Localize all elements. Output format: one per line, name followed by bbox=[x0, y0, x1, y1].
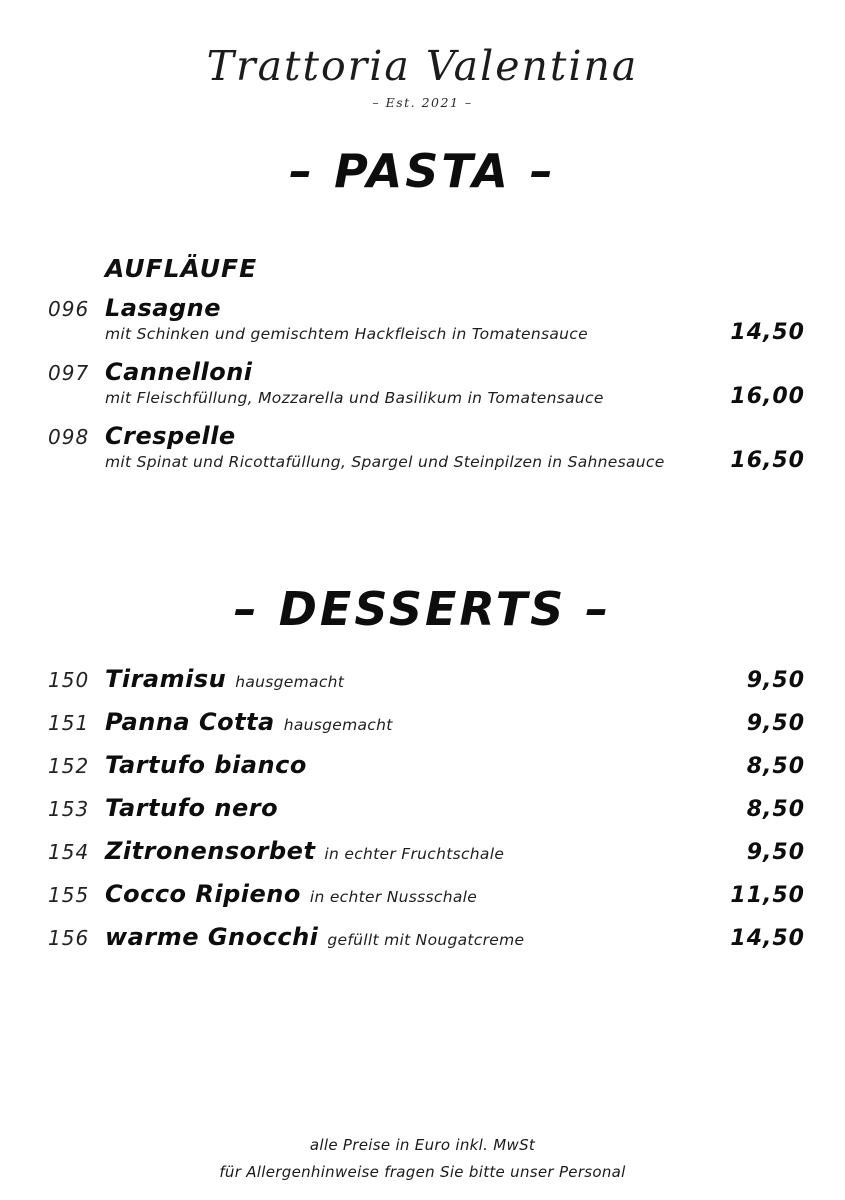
item-price: 16,00 bbox=[730, 384, 805, 409]
item-name: Cocco Ripieno bbox=[105, 880, 301, 908]
menu-item bbox=[48, 836, 805, 879]
item-note: gefüllt mit Nougatcreme bbox=[327, 931, 525, 949]
menu-item bbox=[48, 664, 805, 707]
menu-header bbox=[0, 0, 845, 110]
footer-allergen-note: für Allergenhinweise fragen Sie bitte unser Personal bbox=[219, 1163, 626, 1181]
item-code: 155 bbox=[48, 883, 90, 907]
menu-item bbox=[48, 293, 805, 346]
item-code: 097 bbox=[48, 361, 90, 385]
menu-item bbox=[48, 357, 805, 410]
item-name: Lasagne bbox=[105, 294, 222, 322]
menu-item bbox=[48, 922, 805, 965]
menu-item bbox=[48, 793, 805, 836]
item-code: 156 bbox=[48, 926, 90, 950]
item-price: 11,50 bbox=[730, 883, 805, 908]
footer-price-note: alle Preise in Euro inkl. MwSt bbox=[309, 1136, 536, 1154]
item-price: 9,50 bbox=[746, 668, 805, 693]
menu-item bbox=[48, 421, 805, 474]
subheading-auflaeufe: AUFLÄUFE bbox=[105, 254, 258, 283]
item-price: 9,50 bbox=[746, 711, 805, 736]
item-note: in echter Nussschale bbox=[309, 888, 478, 906]
item-code: 150 bbox=[48, 668, 90, 692]
item-description: mit Spinat und Ricottafüllung, Spargel und Steinpilzen in Sahnesauce bbox=[105, 453, 665, 471]
menu-item bbox=[48, 707, 805, 750]
item-note: in echter Fruchtschale bbox=[324, 845, 505, 863]
item-code: 098 bbox=[48, 425, 90, 449]
item-name: Tartufo nero bbox=[105, 794, 279, 822]
menu-footer bbox=[0, 1132, 845, 1186]
item-name: Panna Cotta bbox=[105, 708, 275, 736]
item-name: Cannelloni bbox=[105, 358, 253, 386]
restaurant-name: Trattoria Valentina bbox=[206, 42, 639, 90]
item-code: 151 bbox=[48, 711, 90, 735]
item-name: Crespelle bbox=[105, 422, 236, 450]
item-price: 8,50 bbox=[746, 754, 805, 779]
item-code: 152 bbox=[48, 754, 90, 778]
section-title-desserts: – DESSERTS – bbox=[233, 582, 612, 636]
item-name: Zitronensorbet bbox=[105, 837, 316, 865]
item-price: 14,50 bbox=[730, 926, 805, 951]
item-description: mit Schinken und gemischtem Hackfleisch in Tomatensauce bbox=[105, 325, 588, 343]
menu-item bbox=[48, 879, 805, 922]
item-code: 153 bbox=[48, 797, 90, 821]
item-name: warme Gnocchi bbox=[105, 923, 319, 951]
item-code: 154 bbox=[48, 840, 90, 864]
item-price: 9,50 bbox=[746, 840, 805, 865]
item-price: 8,50 bbox=[746, 797, 805, 822]
item-price: 14,50 bbox=[730, 320, 805, 345]
item-name: Tartufo bianco bbox=[105, 751, 307, 779]
menu-item bbox=[48, 750, 805, 793]
item-name: Tiramisu bbox=[105, 665, 227, 693]
item-note: hausgemacht bbox=[283, 716, 393, 734]
section-title-pasta: – PASTA – bbox=[289, 144, 556, 198]
item-note: hausgemacht bbox=[235, 673, 345, 691]
dessert-item-list bbox=[0, 664, 845, 965]
item-price: 16,50 bbox=[730, 448, 805, 473]
established-text: – Est. 2021 – bbox=[372, 95, 473, 110]
item-code: 096 bbox=[48, 297, 90, 321]
pasta-item-list bbox=[0, 293, 845, 474]
item-description: mit Fleischfüllung, Mozzarella und Basilikum in Tomatensauce bbox=[105, 389, 604, 407]
